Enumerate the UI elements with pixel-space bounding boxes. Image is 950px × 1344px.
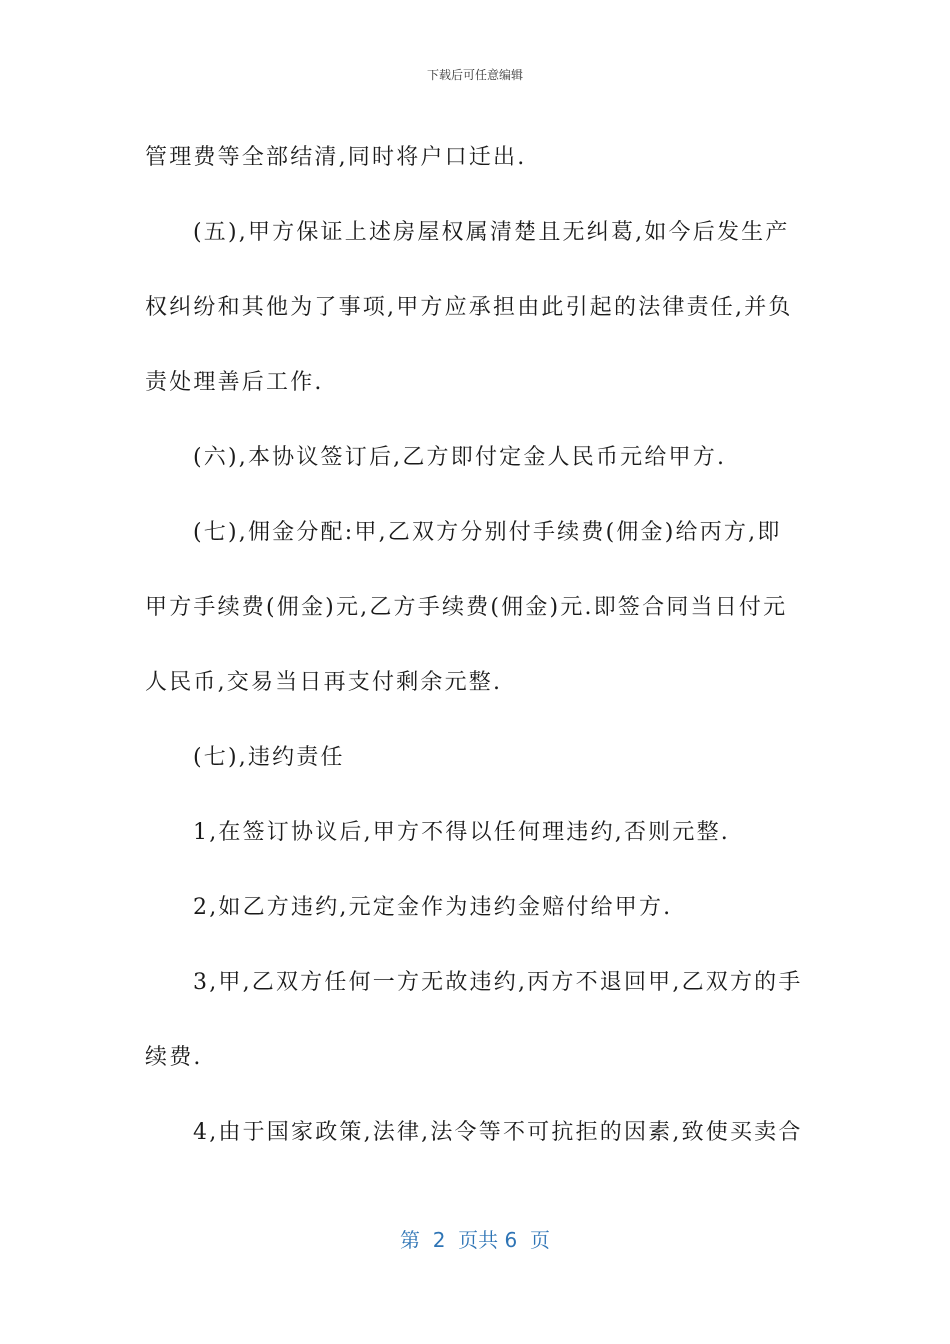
paragraph-line: 人民币,交易当日再支付剩余元整. xyxy=(145,670,503,695)
paragraph-line: 管理费等全部结清,同时将户口迁出. xyxy=(145,145,527,170)
paragraph-line: 3,甲,乙双方任何一方无故违约,丙方不退回甲,乙双方的手 xyxy=(193,970,803,995)
paragraph-line: (六),本协议签订后,乙方即付定金人民币元给甲方. xyxy=(193,445,727,470)
paragraph-line: 续费. xyxy=(145,1045,203,1070)
paragraph-line: (七),违约责任 xyxy=(193,745,345,770)
paragraph-line: 甲方手续费(佣金)元,乙方手续费(佣金)元.即签合同当日付元 xyxy=(145,595,788,620)
page-number-footer: 第 2 页共 6 页 xyxy=(400,1228,550,1252)
paragraph-line: 责处理善后工作. xyxy=(145,370,324,395)
paragraph-line: 权纠纷和其他为了事项,甲方应承担由此引起的法律责任,并负 xyxy=(145,295,793,320)
paragraph-line: (五),甲方保证上述房屋权属清楚且无纠葛,如今后发生产 xyxy=(193,220,790,245)
document-body xyxy=(145,120,805,1170)
page-header: 下载后可任意编辑 xyxy=(426,68,523,82)
paragraph-line: 4,由于国家政策,法律,法令等不可抗拒的因素,致使买卖合 xyxy=(193,1120,803,1145)
paragraph-line: 1,在签订协议后,甲方不得以任何理违约,否则元整. xyxy=(193,820,730,845)
paragraph-line: (七),佣金分配:甲,乙双方分别付手续费(佣金)给丙方,即 xyxy=(193,520,782,545)
paragraph-line: 2,如乙方违约,元定金作为违约金赔付给甲方. xyxy=(193,895,673,920)
